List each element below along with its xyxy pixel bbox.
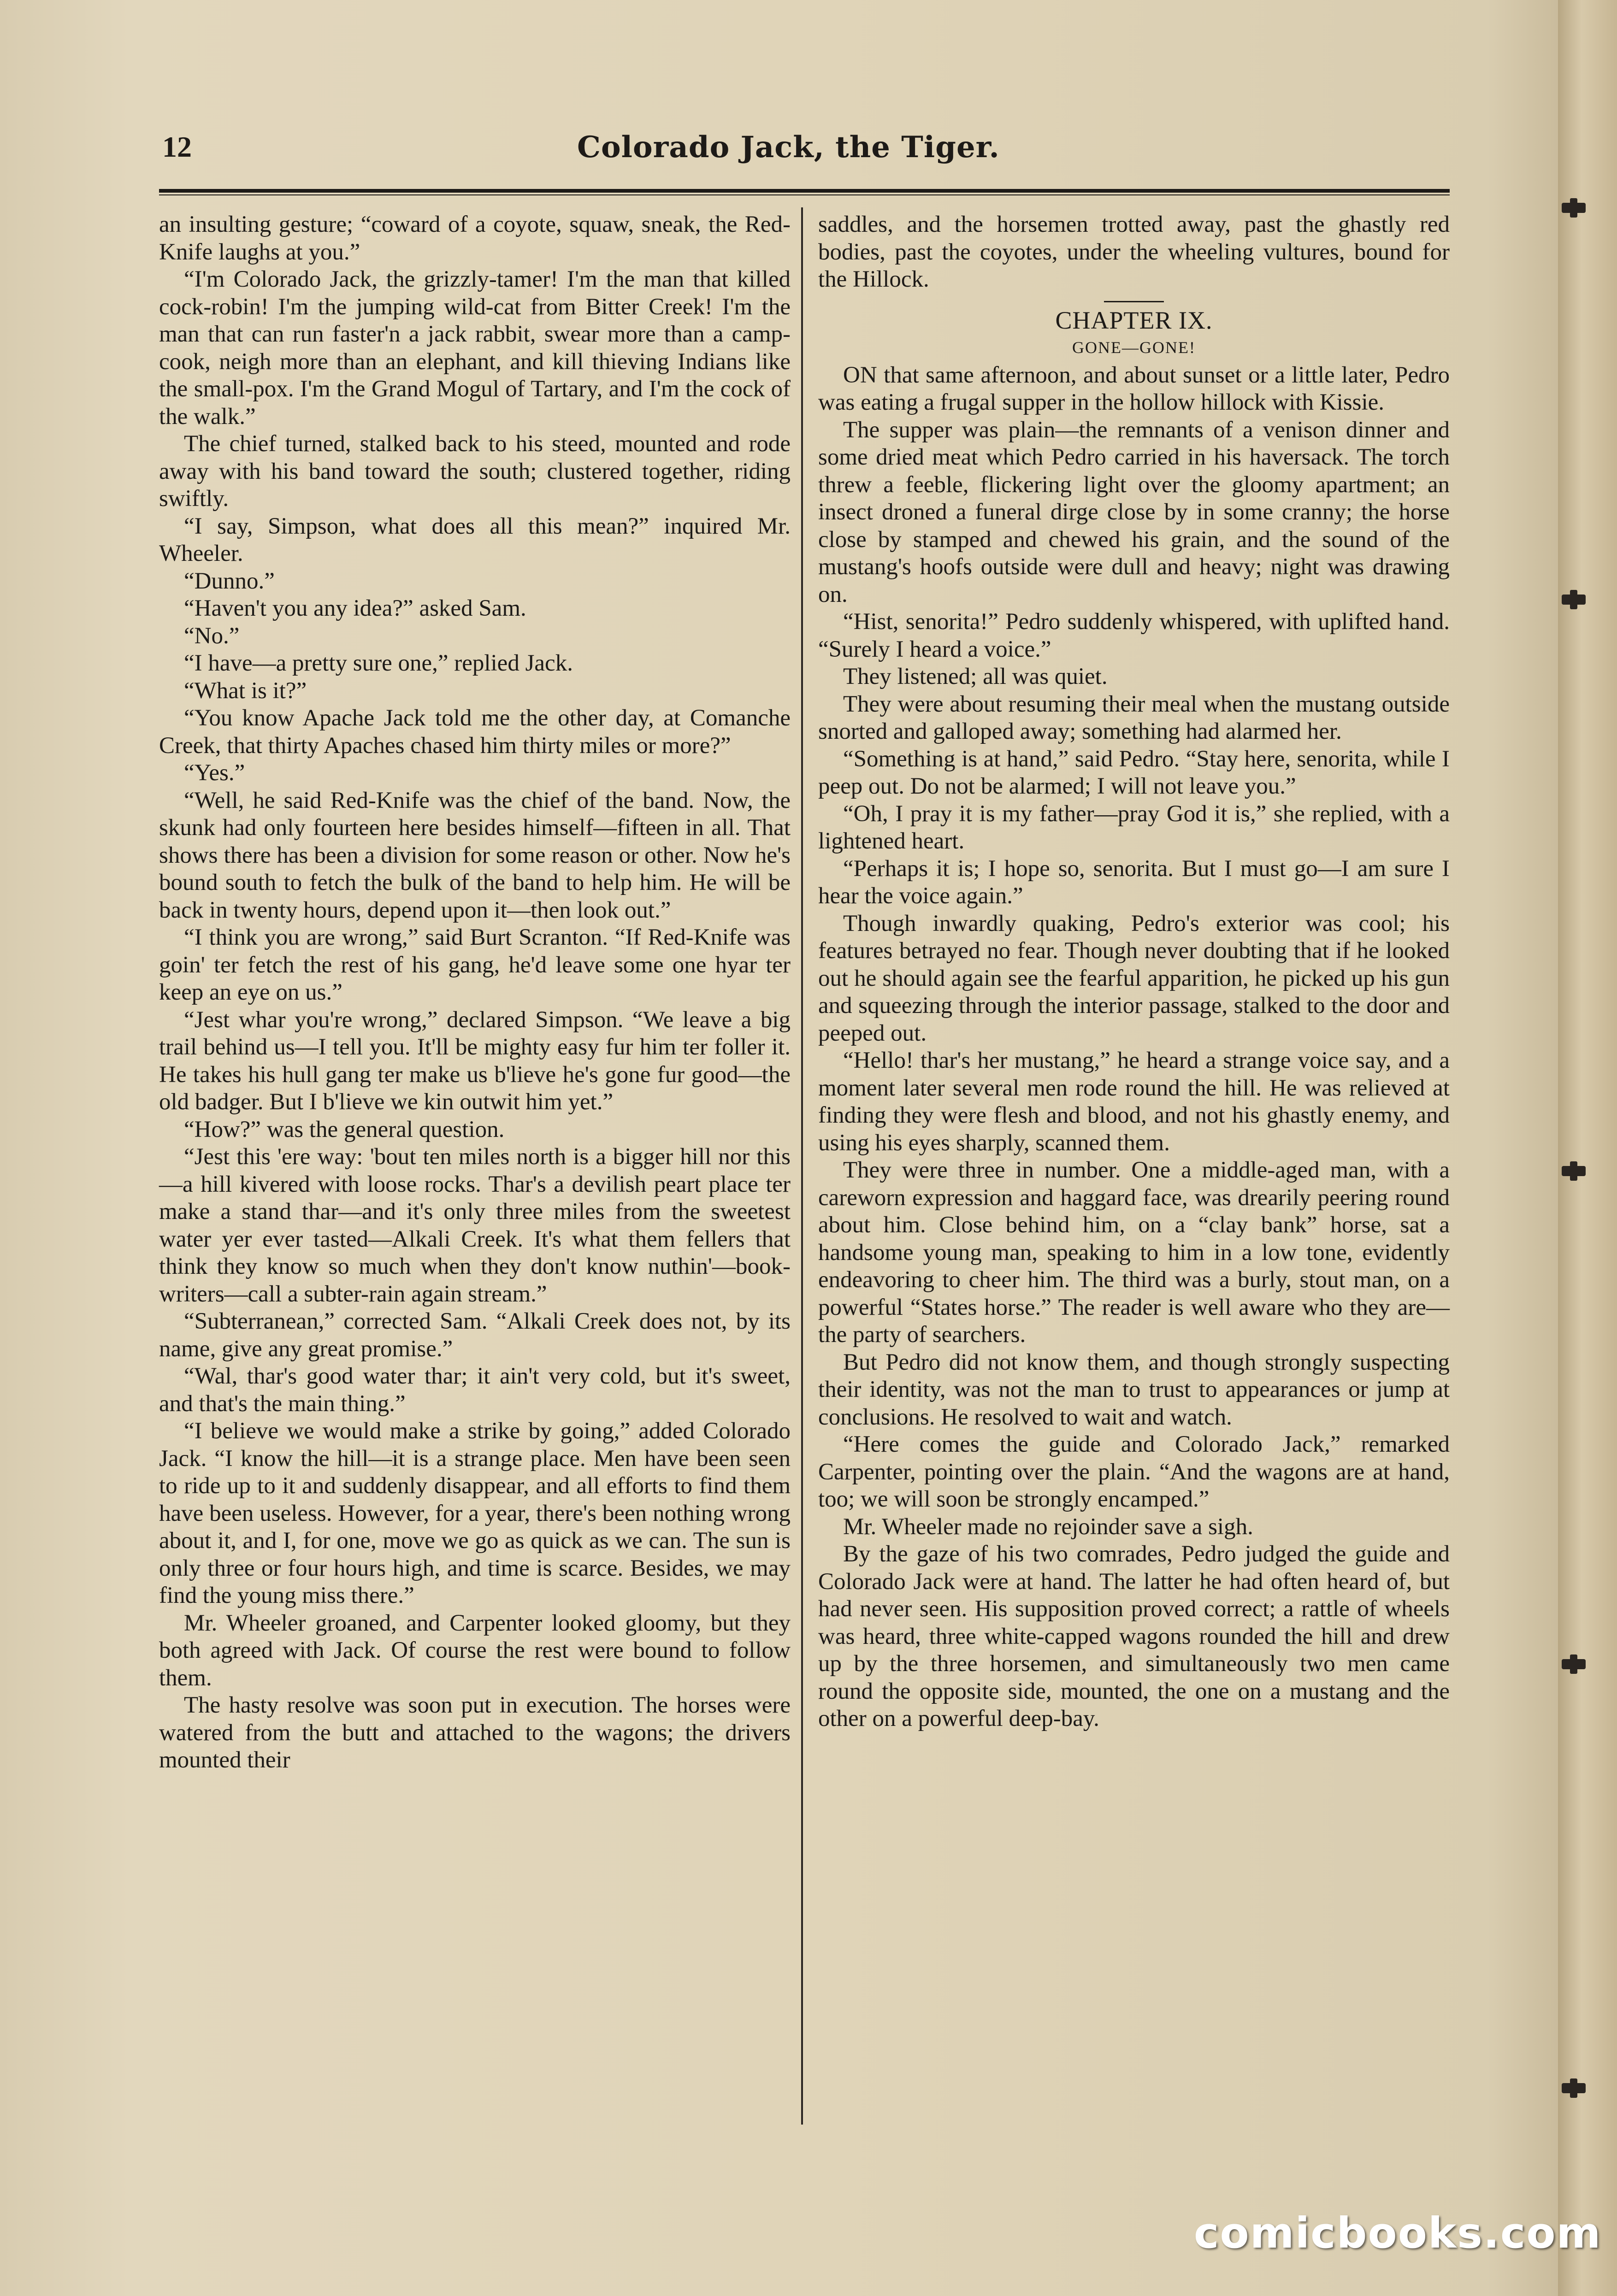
paragraph: “Haven't you any idea?” asked Sam. [184, 595, 526, 621]
paragraph: “Perhaps it is; I hope so, senorita. But I must go—I am sure I hear the voice again.” [818, 855, 1450, 909]
paragraph: “Well, he said Red-Knife was the chief of the band. Now, the skunk had only fourteen here besides himself—fifteen in all. That shows there has been a division for some reason or other. Now he's bound south to fetch the bulk of the band to help him. He will be back in twenty hours, depend upon it—then look out.” [159, 787, 791, 923]
paragraph: Mr. Wheeler groaned, and Carpenter looked gloomy, but they both agreed with Jack. Of course the rest were bound to follow them. [159, 1610, 791, 1691]
page-number: 12 [162, 130, 192, 163]
paragraph: “Dunno.” [184, 568, 275, 594]
paragraph: “Jest this 'ere way: 'bout ten miles north is a bigger hill nor this—a hill kivered with loose rocks. Thar's a devilish peart place ter make a stand thar—and it's only three miles from the sweetest water yer ever tasted—Alkali Creek. It's what them fellers that think they know so much when they don't know nuthin'—book-writers—call a subter-rain again stream.” [159, 1144, 791, 1307]
paragraph: “No.” [184, 623, 240, 649]
column-divider [801, 207, 803, 2125]
paragraph: They were about resuming their meal when the mustang outside snorted and galloped away; something had alarmed her. [818, 691, 1450, 744]
paragraph: They listened; all was quiet. [843, 664, 1108, 689]
paragraph: Though inwardly quaking, Pedro's exterior was cool; his features betrayed no fear. Though never doubting that if he looked out he should again see the fearful apparition, he picked up his gun and squeezing through the interior passage, stalked to the door and peeped out. [818, 910, 1450, 1046]
staple-mark [1562, 1166, 1586, 1176]
paragraph: “I say, Simpson, what does all this mean?” inquired Mr. Wheeler. [159, 513, 791, 566]
staple-mark [1562, 595, 1586, 605]
staple-mark [1562, 1659, 1586, 1669]
chapter-heading: CHAPTER IX. [1055, 306, 1213, 334]
header-rule [159, 189, 1450, 193]
paragraph: The hasty resolve was soon put in execution. The horses were watered from the butt and attached to the wagons; the drivers mounted their [159, 1692, 791, 1773]
paragraph: saddles, and the horsemen trotted away, past the ghastly red bodies, past the coyotes, under the wheeling vultures, bound for the Hillock. [818, 212, 1450, 292]
paragraph: “You know Apache Jack told me the other day, at Comanche Creek, that thirty Apaches chased him thirty miles or more?” [159, 705, 791, 759]
paragraph: “Hello! thar's her mustang,” he heard a strange voice say, and a moment later several men rode round the hill. He was relieved at finding they were flesh and blood, and not his ghastly enemy, and using his eyes sharply, scanned them. [818, 1048, 1450, 1156]
paragraph: By the gaze of his two comrades, Pedro judged the guide and Colorado Jack were at hand. The latter he had often heard of, but had never seen. His supposition proved correct; a rattle of wheels was heard, three white-capped wagons rounded the hill and drew up by the three horsemen, and simultaneously two men came round the opposite side, mounted, the one on a mustang and the other on a powerful deep-bay. [818, 1541, 1450, 1731]
paragraph: “Jest whar you're wrong,” declared Simpson. “We leave a big trail behind us—I tell you. It'll be mighty easy fur him ter foller it. He takes his hull gang ter make us b'lieve he's gone fur good—the old badger. But I b'lieve we kin outwit him yet.” [159, 1007, 791, 1115]
staple-mark [1562, 2083, 1586, 2093]
paragraph: ON that same afternoon, and about sunset or a little later, Pedro was eating a frugal supper in the hollow hillock with Kissie. [818, 362, 1450, 415]
paragraph: “I'm Colorado Jack, the grizzly-tamer! I'm the man that killed cock-robin! I'm the jumping wild-cat from Bitter Creek! I'm the man that can run faster'n a jack rabbit, swear more than a camp-cook, neigh more than an elephant, and kill thieving Indians like the small-pox. I'm the Grand Mogul of Tartary, and I'm the cock of the walk.” [159, 266, 791, 430]
left-column [159, 211, 791, 1774]
paragraph: “Something is at hand,” said Pedro. “Stay here, senorita, while I peep out. Do not be alarmed; I will not leave you.” [818, 746, 1450, 799]
paragraph: “How?” was the general question. [184, 1116, 505, 1142]
paragraph: “Wal, thar's good water thar; it ain't very cold, but it's sweet, and that's the main thing.” [159, 1363, 791, 1417]
watermark: comicbooks.com [1194, 2208, 1602, 2258]
paragraph: “Oh, I pray it is my father—pray God it is,” she replied, with a lightened heart. [818, 801, 1450, 854]
paragraph: The chief turned, stalked back to his steed, mounted and rode away with his band toward the south; clustered together, riding swiftly. [159, 431, 791, 512]
header-rule-thin [159, 194, 1450, 195]
paragraph: Mr. Wheeler made no rejoinder save a sigh. [843, 1513, 1253, 1540]
chapter-rule [1104, 301, 1164, 302]
staple-mark [1562, 203, 1586, 213]
page-header [162, 125, 1448, 170]
paragraph: an insulting gesture; “coward of a coyote, squaw, sneak, the Red-Knife laughs at you.” [159, 212, 791, 265]
paragraph: “Here comes the guide and Colorado Jack,” remarked Carpenter, pointing over the plain. “And the wagons are at hand, too; we will soon be strongly encamped.” [818, 1431, 1450, 1512]
right-column [818, 211, 1450, 1733]
paragraph: “Yes.” [184, 760, 245, 786]
running-title: Colorado Jack, the Tiger. [577, 130, 1000, 165]
paragraph: “I believe we would make a strike by going,” added Colorado Jack. “I know the hill—it is a strange place. Men have been seen to ride up to it and suddenly disappear, and all efforts to find them have been useless. However, for a year, there's been nothing wrong about it, and I, for one, move we go as quick as we can. The sun is only three or four hours high, and time is scarce. Besides, we may find the young miss there.” [159, 1418, 791, 1608]
paragraph: “I have—a pretty sure one,” replied Jack. [184, 650, 573, 676]
paragraph: “Subterranean,” corrected Sam. “Alkali Creek does not, by its name, give any great promise.” [159, 1308, 791, 1362]
paragraph: “I think you are wrong,” said Burt Scranton. “If Red-Knife was goin' ter fetch the rest of his gang, he'd leave some one hyar ter keep an eye on us.” [159, 924, 791, 1005]
paragraph: They were three in number. One a middle-aged man, with a careworn expression and haggard face, was drearily peering round about him. Close behind him, on a “clay bank” horse, sat a handsome young man, speaking to him in a low tone, evidently endeavoring to cheer him. The third was a burly, stout man, on a powerful “States horse.” The reader is well aware who they are—the party of searchers. [818, 1157, 1450, 1348]
paragraph: “What is it?” [184, 677, 307, 704]
chapter-subtitle: GONE—GONE! [1072, 338, 1196, 357]
paragraph: The supper was plain—the remnants of a venison dinner and some dried meat which Pedro carried in his haversack. The torch threw a feeble, flickering light over the gloomy apartment; an insect droned a funeral dirge close by in some cranny; the horse close by stamped and chewed his grain, and the sound of the mustang's hoofs outside were dull and heavy; night was drawing on. [818, 417, 1450, 607]
paragraph: But Pedro did not know them, and though strongly suspecting their identity, was not the man to trust to appearances or jump at conclusions. He resolved to wait and watch. [818, 1349, 1450, 1430]
binding-gutter [1558, 0, 1617, 2296]
paragraph: “Hist, senorita!” Pedro suddenly whispered, with uplifted hand. “Surely I heard a voice.” [818, 609, 1450, 662]
